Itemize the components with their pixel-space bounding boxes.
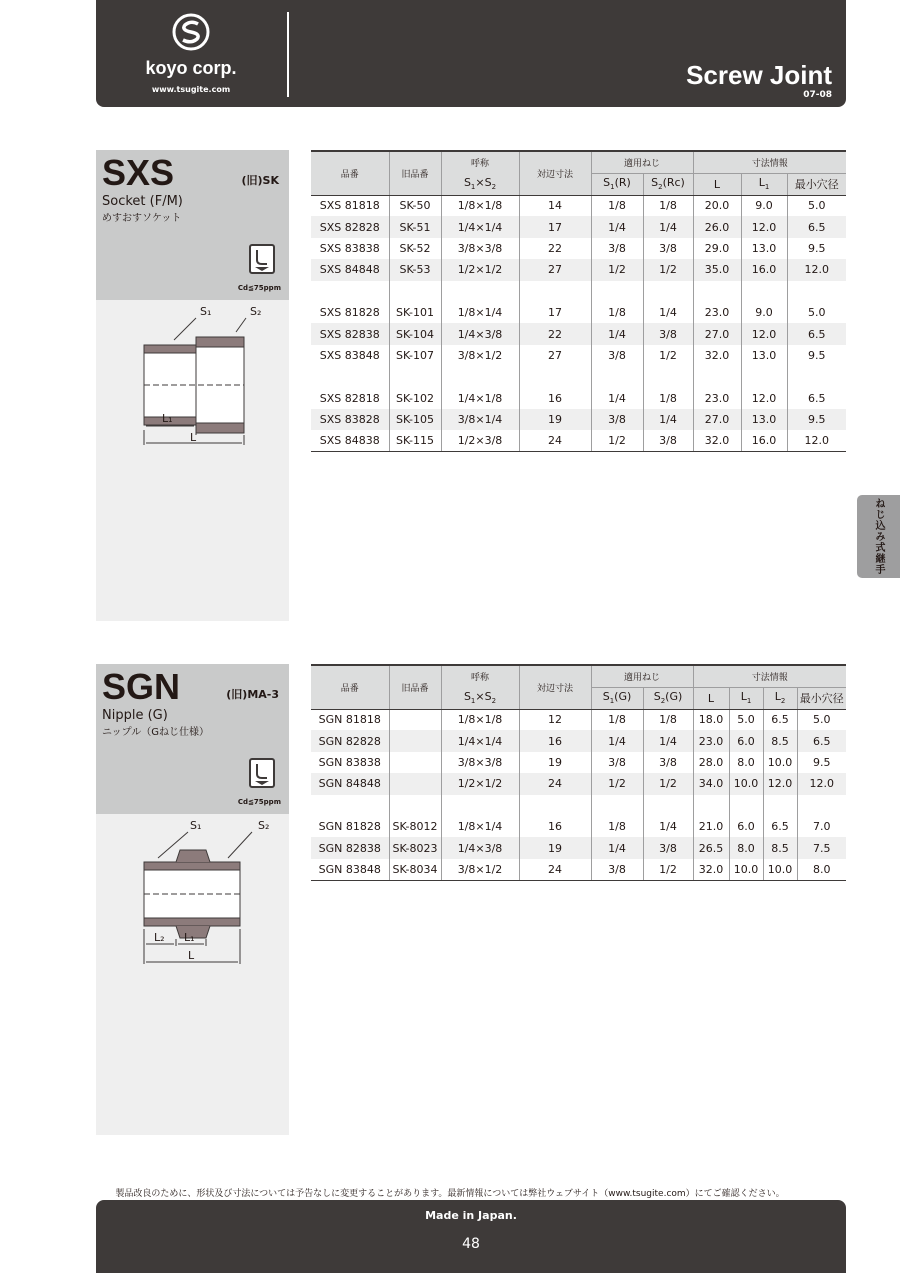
svg-text:S₁: S₁ xyxy=(190,819,202,832)
table-cell: 9.5 xyxy=(797,752,846,773)
table-cell: 19 xyxy=(519,837,591,858)
spacer-cell xyxy=(311,281,389,302)
table-cell: 1/2 xyxy=(591,773,643,794)
product-desc-jp: めすおすソケット xyxy=(102,213,182,224)
table-cell: 1/8 xyxy=(643,195,693,216)
spacer-cell xyxy=(389,366,441,387)
svg-text:L: L xyxy=(190,431,197,444)
col-s1xs2: $S_1\times S_2$ xyxy=(441,173,519,195)
table-cell: 1/4×3/8 xyxy=(441,837,519,858)
table-cell: 10.0 xyxy=(729,773,763,794)
table-cell: 21.0 xyxy=(693,816,729,837)
sxs-panel xyxy=(96,150,289,621)
table-cell: 26.5 xyxy=(693,837,729,858)
col-hinban: 品番 xyxy=(311,151,389,195)
table-cell: 1/2×3/8 xyxy=(441,430,519,451)
table-cell: 1/2×1/2 xyxy=(441,773,519,794)
table-cell: SXS 81828 xyxy=(319,306,380,320)
table-cell: 9.0 xyxy=(741,302,787,323)
table-cell: 1/2×1/2 xyxy=(441,259,519,280)
table-cell: 13.0 xyxy=(741,345,787,366)
col-hinban: 品番 xyxy=(311,665,389,709)
product-desc: Nipple (G) xyxy=(102,708,168,723)
table-cell: SK-107 xyxy=(389,345,441,366)
table-cell: 6.0 xyxy=(729,816,763,837)
table-cell: 1/4×3/8 xyxy=(441,323,519,344)
table-cell: 16.0 xyxy=(741,259,787,280)
table-cell: 8.5 xyxy=(763,730,797,751)
table-cell: 14 xyxy=(519,195,591,216)
table-cell: 23.0 xyxy=(693,302,741,323)
table-cell: 1/4 xyxy=(643,216,693,237)
table-cell: SK-8023 xyxy=(389,837,441,858)
table-cell: 3/8 xyxy=(643,430,693,451)
table-cell: SK-8012 xyxy=(389,816,441,837)
table-cell: 1/8×1/4 xyxy=(441,302,519,323)
table-row xyxy=(311,216,846,237)
table-cell: 8.0 xyxy=(729,837,763,858)
table-cell: 23.0 xyxy=(693,388,741,409)
spacer-cell xyxy=(693,795,729,816)
table-cell: SK-51 xyxy=(389,216,441,237)
svg-text:L: L xyxy=(188,949,195,962)
table-cell: 6.5 xyxy=(763,816,797,837)
table-cell: SK-50 xyxy=(389,195,441,216)
table-cell: 3/8×1/2 xyxy=(441,345,519,366)
table-cell: SK-101 xyxy=(389,302,441,323)
table-cell: SK-115 xyxy=(389,430,441,451)
table-cell: 1/4 xyxy=(591,837,643,858)
spacer-cell xyxy=(787,281,846,302)
table-row xyxy=(311,409,846,430)
table-cell: 29.0 xyxy=(693,238,741,259)
table-cell: SGN 81828 xyxy=(318,820,381,834)
table-cell: 3/8 xyxy=(643,752,693,773)
page-code: 07-08 xyxy=(803,90,832,100)
spacer-cell xyxy=(741,366,787,387)
table-cell: 3/8 xyxy=(591,345,643,366)
cd-label: Cd≦75ppm xyxy=(237,284,281,292)
table-row xyxy=(311,259,846,280)
table-cell: 3/8 xyxy=(591,752,643,773)
col-L: L xyxy=(693,173,741,195)
table-cell: 6.5 xyxy=(787,323,846,344)
table-cell: 19 xyxy=(519,409,591,430)
spacer-cell xyxy=(311,795,389,816)
brand-name: koyo corp. xyxy=(145,58,237,78)
sgn-panel-header xyxy=(96,664,289,814)
table-cell: 1/2 xyxy=(591,430,643,451)
koyo-logo-icon xyxy=(171,12,211,52)
table-cell: 34.0 xyxy=(693,773,729,794)
table-cell: 1/8×1/8 xyxy=(441,195,519,216)
table-cell: 24 xyxy=(519,430,591,451)
col-tekiyo-neji: 適用ねじ xyxy=(591,151,693,173)
page-number: 48 xyxy=(462,1236,480,1252)
spacer-cell xyxy=(693,366,741,387)
table-cell: 10.0 xyxy=(763,752,797,773)
table-cell: 12.0 xyxy=(763,773,797,794)
table-cell: 24 xyxy=(519,773,591,794)
table-cell: SK-102 xyxy=(389,388,441,409)
svg-text:S₂: S₂ xyxy=(250,305,262,318)
table-cell: 1/8×1/4 xyxy=(441,816,519,837)
table-cell: 22 xyxy=(519,238,591,259)
col-sunpo: 寸法情報 xyxy=(693,665,846,687)
table-row xyxy=(311,859,846,880)
table-row xyxy=(311,323,846,344)
table-cell: SGN 84848 xyxy=(311,773,389,794)
table-cell: 12.0 xyxy=(787,430,846,451)
sgn-panel xyxy=(96,664,289,1135)
table-cell: 1/4 xyxy=(643,409,693,430)
table-cell: SGN 82838 xyxy=(311,837,389,858)
table-cell: 1/4 xyxy=(643,816,693,837)
col-L: L xyxy=(693,687,729,709)
table-cell: 9.5 xyxy=(787,345,846,366)
table-row xyxy=(311,195,846,216)
table-cell: 8.0 xyxy=(729,752,763,773)
spacer-cell xyxy=(519,795,591,816)
table-row xyxy=(311,430,846,451)
col-yobi: 呼称 xyxy=(441,151,519,173)
spacer-cell xyxy=(389,795,441,816)
table-cell: 1/4×1/4 xyxy=(441,730,519,751)
table-cell: 12.0 xyxy=(741,216,787,237)
table-cell: 1/4 xyxy=(643,730,693,751)
socket-diagram xyxy=(96,300,289,450)
table-cell: 1/4 xyxy=(591,323,643,344)
spacer-row xyxy=(311,795,846,816)
table-cell: 9.0 xyxy=(741,195,787,216)
spacer-cell xyxy=(311,366,389,387)
table-cell: SXS 83838 xyxy=(319,241,380,255)
table-cell: 16 xyxy=(519,388,591,409)
table-cell: 6.5 xyxy=(763,709,797,730)
table-cell: SK-52 xyxy=(389,238,441,259)
col-yobi: 呼称 xyxy=(441,665,519,687)
nipple-diagram xyxy=(96,814,289,974)
table-cell: 3/8 xyxy=(591,859,643,880)
table-cell: 8.0 xyxy=(797,859,846,880)
table-cell: SXS 84838 xyxy=(311,430,389,451)
table-cell: 1/8 xyxy=(591,302,643,323)
table-cell: 6.5 xyxy=(787,216,846,237)
table-cell: 5.0 xyxy=(797,709,846,730)
table-cell: 6.0 xyxy=(729,730,763,751)
svg-text:S₂: S₂ xyxy=(258,819,270,832)
table-cell: 27.0 xyxy=(693,323,741,344)
side-category-tab: ねじ込み式継手 xyxy=(857,495,900,578)
table-cell: 1/4 xyxy=(591,388,643,409)
sxs-spec-table xyxy=(311,150,846,452)
col-kyu-hinban: 旧品番 xyxy=(389,665,441,709)
table-cell: 1/2 xyxy=(643,259,693,280)
table-cell: 1/8 xyxy=(591,709,643,730)
table-cell: 32.0 xyxy=(693,859,729,880)
spacer-cell xyxy=(643,366,693,387)
table-cell: SK-8034 xyxy=(389,859,441,880)
table-cell: 3/8×3/8 xyxy=(441,752,519,773)
table-cell: 27 xyxy=(519,259,591,280)
table-row xyxy=(311,773,846,794)
col-s1: $S_1(R)$ xyxy=(591,173,643,195)
col-s2: $S_2(Rc)$ xyxy=(643,173,693,195)
table-cell: 1/4×1/8 xyxy=(441,388,519,409)
col-sunpo: 寸法情報 xyxy=(693,151,846,173)
col-tekiyo-neji: 適用ねじ xyxy=(591,665,693,687)
table-cell: 12.0 xyxy=(741,323,787,344)
table-cell: 1/8×1/8 xyxy=(441,709,519,730)
table-cell: 1/4 xyxy=(591,216,643,237)
table-cell: 3/8 xyxy=(591,238,643,259)
table-cell: 9.5 xyxy=(787,409,846,430)
header-divider xyxy=(287,12,289,97)
sgn-spec-table xyxy=(311,664,846,881)
footer-note: 製品改良のために、形状及び寸法については予告なしに変更することがあります。最新情報については弊社ウェブサイト（www.tsugite.com）にてご確認ください。 xyxy=(115,1189,785,1199)
table-cell: 7.5 xyxy=(797,837,846,858)
table-cell: 1/2 xyxy=(643,345,693,366)
table-cell: 17 xyxy=(519,216,591,237)
table-row xyxy=(311,752,846,773)
table-cell: SGN 83838 xyxy=(318,755,381,769)
table-cell: 16 xyxy=(519,816,591,837)
old-product-name: (旧)MA-3 xyxy=(226,688,279,701)
table-cell: 1/2 xyxy=(643,859,693,880)
table-cell: 1/8 xyxy=(591,816,643,837)
spacer-row xyxy=(311,281,846,302)
table-cell: 5.0 xyxy=(787,195,846,216)
sxs-table-body xyxy=(311,195,846,452)
spacer-cell xyxy=(591,795,643,816)
table-cell: 6.5 xyxy=(797,730,846,751)
table-cell: 1/4×1/4 xyxy=(441,216,519,237)
col-L1: $L_1$ xyxy=(729,687,763,709)
table-cell: 3/8 xyxy=(591,409,643,430)
company-logo xyxy=(136,12,246,94)
svg-text:L₁: L₁ xyxy=(162,412,173,425)
table-cell: SK-105 xyxy=(389,409,441,430)
svg-text:L₁: L₁ xyxy=(184,931,195,944)
table-row xyxy=(311,388,846,409)
col-L2: $L_2$ xyxy=(763,687,797,709)
page-header xyxy=(96,0,846,107)
page-footer xyxy=(96,1200,846,1273)
table-cell: 3/8 xyxy=(643,323,693,344)
product-desc: Socket (F/M) xyxy=(102,194,183,209)
page-title: Screw Joint xyxy=(686,60,832,90)
table-cell: 13.0 xyxy=(741,238,787,259)
table-cell: SXS 84848 xyxy=(311,259,389,280)
table-row xyxy=(311,302,846,323)
svg-text:L₂: L₂ xyxy=(154,931,165,944)
table-cell: 3/8 xyxy=(643,837,693,858)
table-cell: SXS 81818 xyxy=(319,199,380,213)
table-cell: 5.0 xyxy=(787,302,846,323)
col-taihen: 対辺寸法 xyxy=(519,151,591,195)
table-cell: SXS 83828 xyxy=(311,409,389,430)
table-cell: SGN 82828 xyxy=(311,730,389,751)
table-cell: 1/8 xyxy=(643,709,693,730)
table-cell: SGN 83848 xyxy=(311,859,389,880)
col-taihen: 対辺寸法 xyxy=(519,665,591,709)
table-cell: 16 xyxy=(519,730,591,751)
table-cell: 1/2 xyxy=(591,259,643,280)
product-name: SGN xyxy=(102,666,181,707)
table-row xyxy=(311,730,846,751)
table-cell: 28.0 xyxy=(693,752,729,773)
table-cell: 12.0 xyxy=(741,388,787,409)
table-row xyxy=(311,816,846,837)
table-cell: SXS 82838 xyxy=(311,323,389,344)
spacer-cell xyxy=(519,366,591,387)
table-cell: 1/4 xyxy=(591,730,643,751)
table-cell: 12 xyxy=(519,709,591,730)
table-cell: SK-53 xyxy=(389,259,441,280)
old-product-name: (旧)SK xyxy=(241,174,279,187)
col-s2: $S_2(G)$ xyxy=(643,687,693,709)
table-row xyxy=(311,709,846,730)
table-cell: 27 xyxy=(519,345,591,366)
table-cell: SXS 82828 xyxy=(311,216,389,237)
col-L1: $L_1$ xyxy=(741,173,787,195)
spacer-cell xyxy=(591,366,643,387)
svg-text:S₁: S₁ xyxy=(200,305,212,318)
product-desc-jp: ニップル（Gねじ仕様） xyxy=(102,727,209,738)
spacer-row xyxy=(311,366,846,387)
spacer-cell xyxy=(643,281,693,302)
table-cell xyxy=(389,709,441,730)
spacer-cell xyxy=(441,281,519,302)
table-cell: 1/8 xyxy=(591,195,643,216)
sgn-table-body xyxy=(311,709,846,880)
table-cell: 1/4 xyxy=(643,302,693,323)
sxs-panel-header xyxy=(96,150,289,300)
table-cell xyxy=(389,752,441,773)
table-row xyxy=(311,345,846,366)
table-cell: 22 xyxy=(519,323,591,344)
spacer-cell xyxy=(787,366,846,387)
cd-label: Cd≦75ppm xyxy=(237,798,281,806)
col-min-hole: 最小穴径 xyxy=(797,687,846,709)
col-kyu-hinban: 旧品番 xyxy=(389,151,441,195)
table-cell: 24 xyxy=(519,859,591,880)
table-cell: 12.0 xyxy=(797,773,846,794)
col-min-hole: 最小穴径 xyxy=(787,173,846,195)
table-cell: 6.5 xyxy=(787,388,846,409)
table-cell: 3/8×1/2 xyxy=(441,859,519,880)
table-cell: 5.0 xyxy=(729,709,763,730)
table-cell: 26.0 xyxy=(693,216,741,237)
table-cell: 35.0 xyxy=(693,259,741,280)
table-cell xyxy=(389,773,441,794)
table-cell: 3/8×3/8 xyxy=(441,238,519,259)
spacer-cell xyxy=(591,281,643,302)
table-cell: 13.0 xyxy=(741,409,787,430)
table-cell: 27.0 xyxy=(693,409,741,430)
spacer-cell xyxy=(441,795,519,816)
table-cell: 1/8 xyxy=(643,388,693,409)
table-cell: 18.0 xyxy=(693,709,729,730)
table-cell: 12.0 xyxy=(787,259,846,280)
spacer-cell xyxy=(741,281,787,302)
col-s1xs2: $S_1\times S_2$ xyxy=(441,687,519,709)
table-cell: 7.0 xyxy=(797,816,846,837)
spacer-cell xyxy=(729,795,763,816)
spacer-cell xyxy=(441,366,519,387)
table-cell: 20.0 xyxy=(693,195,741,216)
table-cell: 23.0 xyxy=(693,730,729,751)
table-cell: 10.0 xyxy=(763,859,797,880)
made-in-label: Made in Japan. xyxy=(425,1209,517,1222)
spacer-cell xyxy=(519,281,591,302)
table-cell: 16.0 xyxy=(741,430,787,451)
spacer-cell xyxy=(643,795,693,816)
table-cell: SGN 81818 xyxy=(318,713,381,727)
table-cell: SXS 82818 xyxy=(319,391,380,405)
table-cell: 10.0 xyxy=(729,859,763,880)
table-cell: SK-104 xyxy=(389,323,441,344)
spacer-cell xyxy=(389,281,441,302)
spacer-cell xyxy=(763,795,797,816)
table-cell: SXS 83848 xyxy=(319,348,380,362)
table-cell: 1/2 xyxy=(643,773,693,794)
table-cell: 9.5 xyxy=(787,238,846,259)
table-cell: 8.5 xyxy=(763,837,797,858)
table-cell xyxy=(389,730,441,751)
table-cell: 19 xyxy=(519,752,591,773)
spacer-cell xyxy=(693,281,741,302)
table-cell: 32.0 xyxy=(693,345,741,366)
brand-url: www.tsugite.com xyxy=(151,85,231,94)
table-cell: 32.0 xyxy=(693,430,741,451)
product-name: SXS xyxy=(102,152,175,193)
col-s1: $S_1(G)$ xyxy=(591,687,643,709)
spacer-cell xyxy=(797,795,846,816)
table-row xyxy=(311,238,846,259)
cd-compliance-icon xyxy=(249,244,275,274)
table-cell: 17 xyxy=(519,302,591,323)
table-row xyxy=(311,837,846,858)
table-cell: 3/8 xyxy=(643,238,693,259)
table-cell: 3/8×1/4 xyxy=(441,409,519,430)
cd-compliance-icon xyxy=(249,758,275,788)
